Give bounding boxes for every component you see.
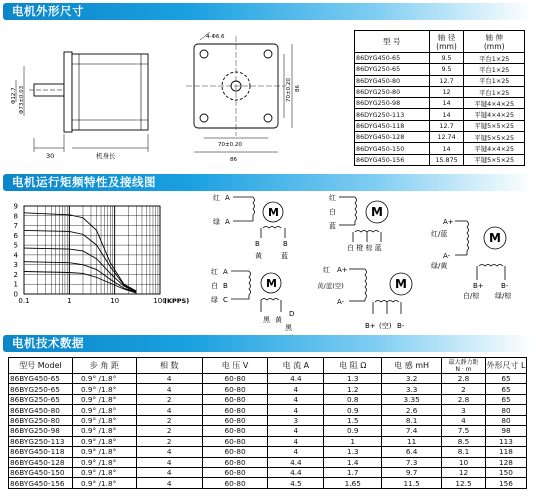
wire-label: 白 [211, 282, 218, 290]
table-row [9, 384, 527, 394]
table-row [355, 109, 525, 120]
table-cell: 113 [485, 436, 526, 446]
motor-symbol: M [266, 277, 277, 290]
wire-label: 白/棕 [463, 292, 480, 300]
table-cell: 0.9° /1.8° [72, 426, 136, 436]
wire-label: A- [337, 298, 345, 306]
table-cell: 12.7 [429, 75, 464, 86]
table-cell: 7.5 [442, 426, 486, 436]
table-row [355, 75, 525, 86]
wire-label: A [225, 194, 230, 202]
table-cell: 平台1×25 [464, 64, 525, 75]
table-cell: 65 [485, 394, 526, 404]
section-title: 电机技术数据 [12, 336, 84, 350]
table-cell: 86BYG450-118 [9, 447, 73, 457]
table-cell: 80 [485, 405, 526, 415]
table-cell: 9.7 [382, 467, 442, 477]
table-cell: 8.1 [442, 447, 486, 457]
wire-label: 绿 [213, 218, 220, 226]
motor-symbol: M [489, 231, 501, 245]
table-cell: 4 [136, 467, 202, 477]
col-header: 电 压 V [202, 358, 268, 374]
col-header: 相 数 [136, 358, 202, 374]
table-row [355, 154, 525, 165]
wire-label: 红 [323, 266, 330, 274]
table-cell: 4 [268, 384, 324, 394]
table-cell: 3 [268, 415, 324, 425]
table-cell: 1.7 [324, 467, 382, 477]
table-cell: 0.9° /1.8° [72, 405, 136, 415]
wire-label: D [289, 310, 295, 318]
y-tick-label: 2 [13, 270, 18, 279]
table-cell: 平键4×4×25 [464, 143, 525, 154]
motor-symbol: M [268, 206, 279, 219]
table-cell: 0.9 [324, 405, 382, 415]
pitch-v-label: 70±0.20 [286, 78, 292, 102]
wire-label: C [223, 296, 228, 304]
table-cell: 平键5×5×25 [464, 132, 525, 143]
col-header: 电 流 A [268, 358, 324, 374]
table-row [9, 415, 527, 425]
wire-label: A [223, 268, 228, 276]
table-cell: 2.6 [382, 405, 442, 415]
table-cell: 2 [136, 415, 202, 425]
x-tick-label: 100 [153, 297, 167, 305]
table-cell: 4 [442, 415, 486, 425]
wire-label: 红 [213, 194, 220, 202]
side-view-drawing [4, 24, 164, 164]
table-cell: 14 [429, 143, 464, 154]
col-header: 电 感 mH [382, 358, 442, 374]
wiring-diagram-3 [329, 193, 388, 252]
wire-label: B [255, 240, 260, 248]
table-cell: 4 [268, 426, 324, 436]
table-cell: 1.3 [324, 374, 382, 384]
table-cell: 1.2 [324, 384, 382, 394]
table-cell: 9.5 [429, 64, 464, 75]
shaft-dia2-label: Φ12.7 [11, 87, 17, 104]
table-row [9, 467, 527, 477]
wire-label: 黑 [285, 324, 292, 332]
table-cell: 0.9° /1.8° [72, 478, 136, 488]
y-tick-label: 6 [13, 231, 18, 240]
table-cell: 12 [442, 467, 486, 477]
wire-label: A+ [443, 218, 454, 226]
table-cell: 86BYG250-98 [9, 426, 73, 436]
table-cell: 86BYG250-65 [9, 394, 73, 404]
table-header-row [9, 358, 527, 374]
table-cell: 86BYG450-156 [9, 478, 73, 488]
pitch-h-label: 70±0.20 [218, 142, 242, 148]
front-view-drawing [180, 30, 300, 170]
table-cell: 86BYG450-65 [9, 374, 73, 384]
wire-label: 黄 [255, 252, 262, 260]
table-cell: 86DYG450-118 [355, 120, 430, 131]
table-cell: 11.5 [382, 478, 442, 488]
table-cell: 8.5 [442, 436, 486, 446]
body-length-label: 机身长 [96, 152, 116, 160]
col-header-shaft-dia: 轴 径 (mm) [429, 31, 464, 53]
wire-label: 绿 [211, 296, 218, 304]
table-cell: 4.4 [268, 467, 324, 477]
table-row [355, 120, 525, 131]
table-cell: 1.3 [324, 447, 382, 457]
table-cell: 11 [382, 436, 442, 446]
table-cell: 平台1×25 [464, 53, 525, 64]
table-cell: 12.5 [442, 478, 486, 488]
col-header-shaft-ext: 轴 伸 (mm) [464, 31, 525, 53]
col-header: 型号 Model [9, 358, 73, 374]
wire-label: B+ [365, 322, 376, 330]
table-cell: 3 [442, 405, 486, 415]
table-cell: 7.4 [382, 426, 442, 436]
y-tick-label: 5 [13, 241, 18, 250]
table-cell: 4 [136, 384, 202, 394]
wire-label: 红 [211, 268, 218, 276]
table-cell: 4 [268, 447, 324, 457]
table-cell: 0.9° /1.8° [72, 394, 136, 404]
table-cell: 60-80 [202, 447, 268, 457]
table-cell: 12.74 [429, 132, 464, 143]
table-cell: 86DYG450-65 [355, 53, 430, 64]
table-cell: 4 [136, 478, 202, 488]
table-cell: 1.65 [324, 478, 382, 488]
wire-label: 黄/蓝(空) [317, 282, 344, 290]
table-cell: 14 [429, 98, 464, 109]
table-cell: 2 [136, 436, 202, 446]
y-tick-label: 0 [13, 290, 18, 299]
y-tick-label: 7 [13, 222, 18, 231]
table-cell: 86BYG450-80 [9, 405, 73, 415]
table-row [9, 436, 527, 446]
table-cell: 12 [429, 86, 464, 97]
table-cell: 平台1×25 [464, 75, 525, 86]
table-cell: 60-80 [202, 457, 268, 467]
table-cell: 60-80 [202, 426, 268, 436]
table-cell: 3.2 [382, 374, 442, 384]
dim-30-label: 30 [46, 152, 55, 160]
x-tick-label: 1 [67, 297, 72, 305]
table-cell: 4.5 [268, 478, 324, 488]
table-cell: 平键4×4×25 [464, 109, 525, 120]
shaft-dia-label: Φ73±0.03 [19, 85, 25, 114]
table-row [355, 53, 525, 64]
table-cell: 60-80 [202, 415, 268, 425]
table-cell: 4 [136, 374, 202, 384]
wire-label: B- [397, 322, 405, 330]
wire-label: A- [443, 252, 451, 260]
wire-label: 红/蓝 [431, 230, 448, 238]
table-cell: 60-80 [202, 467, 268, 477]
plot-frame [24, 206, 160, 294]
wire-label: 蓝 [329, 222, 336, 230]
table-cell: 86BYG250-80 [9, 415, 73, 425]
y-tick-label: 1 [13, 280, 18, 289]
motor-symbol: M [395, 277, 407, 291]
side-86-label: 86 [295, 85, 301, 92]
table-cell: 平键5×5×25 [464, 120, 525, 131]
table-cell: 4 [268, 405, 324, 415]
torque-speed-chart [0, 196, 210, 306]
wire-label: A+ [337, 266, 348, 274]
section-banner-dimensions [3, 3, 533, 20]
table-cell: 2 [442, 384, 486, 394]
table-cell: 平键5×5×25 [464, 154, 525, 165]
table-cell: 1 [324, 436, 382, 446]
wire-label: 红 [329, 194, 336, 202]
table-cell: 10 [442, 457, 486, 467]
table-cell: 1.4 [324, 457, 382, 467]
table-cell: 0.9° /1.8° [72, 457, 136, 467]
table-header-row [355, 31, 525, 53]
table-cell: 86DYG250-113 [355, 109, 430, 120]
table-cell: 128 [485, 457, 526, 467]
wire-label: A [225, 218, 230, 226]
table-cell: 2.8 [442, 394, 486, 404]
hole-note-label: 4-Φ6.6 [206, 34, 225, 40]
wire-label: 白 [329, 208, 336, 216]
table-cell: 60-80 [202, 394, 268, 404]
wire-label: B- [501, 282, 509, 290]
col-header: 电 阻 Ω [324, 358, 382, 374]
bottom-86-label: 86 [230, 157, 237, 163]
table-cell: 2 [136, 394, 202, 404]
table-cell: 80 [485, 415, 526, 425]
y-tick-label: 3 [13, 261, 18, 270]
wire-label: 绿/棕 [495, 292, 512, 300]
table-cell: 98 [485, 426, 526, 436]
table-cell: 86BYG250-65 [9, 384, 73, 394]
wiring-diagram-5 [431, 218, 512, 300]
table-cell: 4 [136, 447, 202, 457]
table-cell: 4.4 [268, 457, 324, 467]
shaft-spec-table [354, 30, 525, 166]
table-cell: 65 [485, 384, 526, 394]
table-cell: 1.5 [324, 415, 382, 425]
wiring-diagram-4 [317, 265, 412, 330]
table-cell: 0.9° /1.8° [72, 436, 136, 446]
table-row [9, 478, 527, 488]
table-cell: 4 [136, 405, 202, 415]
table-cell: 3.35 [382, 394, 442, 404]
wire-label: 绿/黄 [431, 262, 448, 270]
table-row [355, 98, 525, 109]
table-cell: 65 [485, 374, 526, 384]
col-header: 外形尺寸 L [485, 358, 526, 374]
table-cell: 4 [268, 436, 324, 446]
table-cell: 156 [485, 478, 526, 488]
wire-label: 黄 [275, 316, 282, 324]
wire-label: B+ [473, 282, 484, 290]
table-cell: 0.9 [324, 426, 382, 436]
table-cell: 0.9° /1.8° [72, 415, 136, 425]
x-tick-label: 10 [110, 297, 120, 305]
wire-label: B [283, 240, 288, 248]
table-cell: 0.9° /1.8° [72, 467, 136, 477]
table-cell: 2 [136, 426, 202, 436]
table-cell: 118 [485, 447, 526, 457]
wiring-diagram-1 [213, 193, 288, 260]
y-tick-label: 9 [13, 202, 18, 211]
table-cell: 0.9° /1.8° [72, 447, 136, 457]
table-row [9, 447, 527, 457]
table-cell: 0.9° /1.8° [72, 374, 136, 384]
table-cell: 86BYG450-128 [9, 457, 73, 467]
table-cell: 60-80 [202, 405, 268, 415]
table-row [355, 143, 525, 154]
table-cell: 4.4 [268, 374, 324, 384]
table-cell: 3.3 [382, 384, 442, 394]
motor-tech-table [8, 357, 527, 489]
table-cell: 7.3 [382, 457, 442, 467]
motor-symbol: M [371, 205, 383, 219]
x-axis-label: (KPPS) [164, 297, 190, 305]
wiring-diagrams [205, 188, 535, 336]
y-tick-label: 4 [13, 251, 18, 260]
table-cell: 14 [429, 109, 464, 120]
table-cell: 86DYG450-156 [355, 154, 430, 165]
table-cell: 0.9° /1.8° [72, 384, 136, 394]
table-row [9, 405, 527, 415]
y-tick-label: 8 [13, 212, 18, 221]
table-cell: 60-80 [202, 384, 268, 394]
table-cell: 0.8 [324, 394, 382, 404]
col-header-model: 型 号 [355, 31, 430, 53]
table-cell: 86DYG250-98 [355, 98, 430, 109]
table-cell: 4 [268, 394, 324, 404]
table-cell: 86DYG450-128 [355, 132, 430, 143]
wire-label: 蓝 [281, 252, 288, 260]
col-header: 步 角 距 [72, 358, 136, 374]
wire-label: 白 橙 棕 蓝 [347, 244, 382, 252]
table-row [9, 394, 527, 404]
table-row [355, 86, 525, 97]
table-row [355, 64, 525, 75]
table-cell: 12.7 [429, 120, 464, 131]
wire-label: B [223, 282, 228, 290]
table-cell: 150 [485, 467, 526, 477]
section-banner-tech [3, 335, 533, 352]
x-tick-label: 0.1 [18, 297, 30, 305]
table-cell: 2.8 [442, 374, 486, 384]
wire-label: (空) [379, 322, 392, 330]
table-row [9, 426, 527, 436]
table-cell: 60-80 [202, 436, 268, 446]
section-title: 电机外形尺寸 [12, 4, 84, 18]
table-row [9, 374, 527, 384]
table-cell: 86BYG450-150 [9, 467, 73, 477]
table-cell: 86DYG450-80 [355, 75, 430, 86]
table-cell: 8.1 [382, 415, 442, 425]
col-header: 最大静力距 N · m [442, 358, 486, 374]
table-cell: 4 [136, 457, 202, 467]
table-row [9, 457, 527, 467]
table-cell: 86BYG250-113 [9, 436, 73, 446]
table-cell: 平台1×25 [464, 86, 525, 97]
table-cell: 15.875 [429, 154, 464, 165]
table-cell: 6.4 [382, 447, 442, 457]
wiring-diagram-2 [211, 267, 294, 332]
section-title: 电机运行矩频特性及接线图 [12, 175, 156, 189]
table-cell: 9.5 [429, 53, 464, 64]
table-cell: 86DYG250-65 [355, 64, 430, 75]
table-cell: 86DYG450-150 [355, 143, 430, 154]
table-cell: 平键4×4×25 [464, 98, 525, 109]
table-cell: 60-80 [202, 374, 268, 384]
wire-label: 黑 [263, 316, 270, 324]
table-row [355, 132, 525, 143]
table-cell: 60-80 [202, 478, 268, 488]
table-cell: 86DYG250-80 [355, 86, 430, 97]
